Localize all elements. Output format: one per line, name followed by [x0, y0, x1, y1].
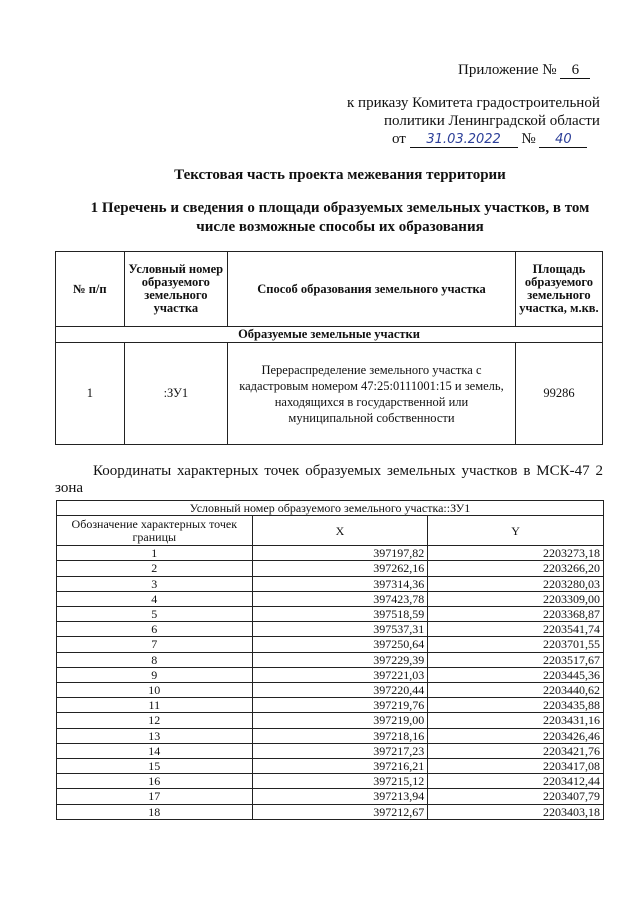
coords-row	[57, 637, 604, 652]
page-title: Текстовая часть проекта межевания территории	[174, 167, 506, 183]
coords-row	[57, 652, 604, 667]
coords-table	[56, 500, 604, 820]
col-method-header: Способ образования земельного участка	[228, 252, 516, 327]
point-number: 4	[57, 591, 253, 606]
parcels-table	[55, 251, 603, 445]
coord-x: 397219,76	[252, 698, 428, 713]
coord-y: 2203417,08	[428, 759, 604, 774]
coord-x: 397213,94	[252, 789, 428, 804]
coord-y: 2203412,44	[428, 774, 604, 789]
coord-y: 2203440,62	[428, 683, 604, 698]
point-number: 1	[57, 546, 253, 561]
point-number: 9	[57, 667, 253, 682]
coord-y: 2203407,79	[428, 789, 604, 804]
coord-y: 2203266,20	[428, 561, 604, 576]
parcel-method: Перераспределение земельного участка с кадастровым номером 47:25:0111001:15 и земель, находящихся в государственной или муниципальной собственности	[228, 343, 516, 445]
coord-x: 397219,00	[252, 713, 428, 728]
coord-x: 397216,21	[252, 759, 428, 774]
coords-row	[57, 774, 604, 789]
coord-y: 2203280,03	[428, 576, 604, 591]
coord-y: 2203701,55	[428, 637, 604, 652]
col-area-header: Площадь образуемого земельного участка, м.кв.	[515, 252, 602, 327]
order-date: 31.03.2022	[410, 132, 518, 148]
number-label: №	[521, 131, 536, 147]
point-number: 14	[57, 743, 253, 758]
coords-row	[57, 789, 604, 804]
parcel-row	[56, 343, 603, 445]
parcels-header-row	[56, 252, 603, 327]
point-number: 8	[57, 652, 253, 667]
coord-x: 397250,64	[252, 637, 428, 652]
point-number: 12	[57, 713, 253, 728]
parcel-cond: :ЗУ1	[124, 343, 227, 445]
point-number: 18	[57, 804, 253, 819]
section1-heading-line1: 1 Перечень и сведения о площади образуемых земельных участков, в том	[90, 200, 590, 216]
coord-x: 397215,12	[252, 774, 428, 789]
coords-row	[57, 576, 604, 591]
col-x-header: X	[252, 516, 428, 546]
point-number: 17	[57, 789, 253, 804]
point-number: 3	[57, 576, 253, 591]
col-cond-header: Условный номер образуемого земельного участка	[124, 252, 227, 327]
point-number: 13	[57, 728, 253, 743]
coord-x: 397518,59	[252, 607, 428, 622]
coords-intro	[55, 463, 603, 497]
coord-y: 2203403,18	[428, 804, 604, 819]
point-number: 10	[57, 683, 253, 698]
from-label: от	[392, 131, 406, 147]
group-row	[56, 327, 603, 343]
coords-row	[57, 698, 604, 713]
order-date-line	[392, 131, 587, 148]
parcel-area: 99286	[515, 343, 602, 445]
group-label: Образуемые земельные участки	[56, 327, 603, 343]
coord-y: 2203368,87	[428, 607, 604, 622]
coord-x: 397423,78	[252, 591, 428, 606]
order-line-1: к приказу Комитета градостроительной	[347, 95, 600, 111]
coords-table-title: Условный номер образуемого земельного участка::ЗУ1	[57, 501, 604, 516]
coords-title-row	[57, 501, 604, 516]
coord-y: 2203541,74	[428, 622, 604, 637]
coords-row	[57, 713, 604, 728]
order-number: 40	[539, 132, 587, 148]
coord-y: 2203426,46	[428, 728, 604, 743]
coords-row	[57, 622, 604, 637]
parcel-no: 1	[56, 343, 125, 445]
point-number: 16	[57, 774, 253, 789]
coords-row	[57, 591, 604, 606]
coords-row	[57, 683, 604, 698]
point-number: 6	[57, 622, 253, 637]
coord-x: 397262,16	[252, 561, 428, 576]
order-line-2: политики Ленинградской области	[384, 113, 600, 129]
coord-x: 397229,39	[252, 652, 428, 667]
coords-row	[57, 607, 604, 622]
coords-intro-text: Координаты характерных точек образуемых земельных участков в МСК-47 2 зона	[55, 463, 603, 496]
coord-y: 2203435,88	[428, 698, 604, 713]
coords-row	[57, 804, 604, 819]
coords-header-row	[57, 516, 604, 546]
point-number: 15	[57, 759, 253, 774]
coord-x: 397217,23	[252, 743, 428, 758]
appendix-number: 6	[560, 63, 590, 79]
point-number: 11	[57, 698, 253, 713]
coord-y: 2203445,36	[428, 667, 604, 682]
point-number: 5	[57, 607, 253, 622]
coord-x: 397220,44	[252, 683, 428, 698]
coord-x: 397218,16	[252, 728, 428, 743]
coord-y: 2203517,67	[428, 652, 604, 667]
coords-row	[57, 667, 604, 682]
coord-x: 397537,31	[252, 622, 428, 637]
section1-heading	[60, 199, 620, 237]
coord-x: 397221,03	[252, 667, 428, 682]
coord-x: 397197,82	[252, 546, 428, 561]
col-y-header: Y	[428, 516, 604, 546]
appendix-label: Приложение №	[458, 62, 557, 78]
coord-x: 397314,36	[252, 576, 428, 591]
coord-y: 2203431,16	[428, 713, 604, 728]
coords-row	[57, 728, 604, 743]
coords-row	[57, 561, 604, 576]
appendix-line	[458, 62, 590, 79]
coord-y: 2203309,00	[428, 591, 604, 606]
section1-heading-line2: числе возможные способы их образования	[196, 219, 484, 235]
coords-row	[57, 759, 604, 774]
coords-row	[57, 546, 604, 561]
coords-row	[57, 743, 604, 758]
coord-y: 2203273,18	[428, 546, 604, 561]
coord-y: 2203421,76	[428, 743, 604, 758]
point-number: 2	[57, 561, 253, 576]
point-number: 7	[57, 637, 253, 652]
coord-x: 397212,67	[252, 804, 428, 819]
col-point-header: Обозначение характерных точек границы	[57, 516, 253, 546]
col-no-header: № п/п	[56, 252, 125, 327]
